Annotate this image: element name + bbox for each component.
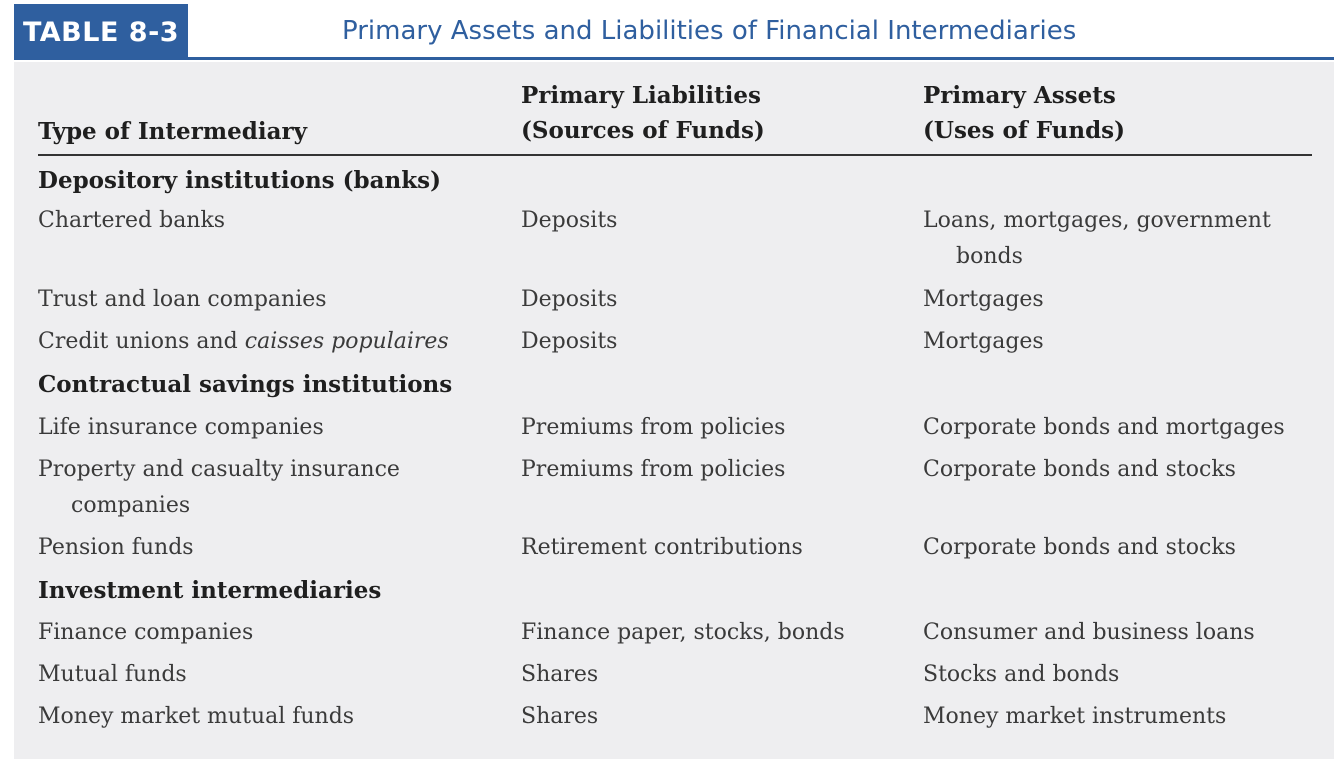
assets-cell-line2: bonds	[956, 244, 1023, 269]
column-header-type: Type of Intermediary	[38, 118, 307, 145]
table-header	[14, 4, 1334, 60]
type-cell-line1: Property and casualty insurance	[38, 457, 400, 482]
column-header-liabilities-line1: Primary Liabilities	[521, 82, 761, 109]
liabilities-cell: Deposits	[521, 208, 618, 233]
liabilities-cell: Retirement contributions	[521, 535, 803, 560]
assets-cell: Money market instruments	[923, 704, 1227, 729]
type-cell: Mutual funds	[38, 662, 187, 687]
assets-cell: Corporate bonds and stocks	[923, 457, 1236, 482]
liabilities-cell: Shares	[521, 704, 599, 729]
type-cell	[38, 324, 449, 360]
assets-cell	[923, 203, 1271, 275]
type-cell-text: Credit unions and	[38, 329, 245, 354]
type-cell: Pension funds	[38, 535, 194, 560]
assets-cell-line1: Loans, mortgages, government	[923, 208, 1271, 233]
assets-cell: Corporate bonds and stocks	[923, 535, 1236, 560]
header-divider	[38, 154, 1312, 156]
assets-cell: Consumer and business loans	[923, 620, 1255, 645]
assets-cell: Corporate bonds and mortgages	[923, 415, 1285, 440]
table-title: Primary Assets and Liabilities of Financial Intermediaries	[342, 16, 1077, 46]
table-number-tag: TABLE 8-3	[14, 4, 188, 60]
assets-cell: Mortgages	[923, 287, 1044, 312]
section-heading: Depository institutions (banks)	[38, 167, 441, 194]
type-cell-line2: companies	[71, 493, 191, 518]
column-header-liabilities-line2: (Sources of Funds)	[521, 117, 765, 144]
header-rule	[188, 57, 1334, 60]
type-cell-italic: caisses populaires	[244, 329, 449, 354]
section-heading: Contractual savings institutions	[38, 371, 453, 398]
column-header-assets-line2: (Uses of Funds)	[923, 117, 1126, 144]
type-cell: Trust and loan companies	[38, 287, 327, 312]
type-cell: Money market mutual funds	[38, 704, 355, 729]
liabilities-cell: Deposits	[521, 287, 618, 312]
type-cell: Life insurance companies	[38, 415, 324, 440]
column-header-assets-line1: Primary Assets	[923, 82, 1116, 109]
assets-cell: Stocks and bonds	[923, 662, 1120, 687]
type-cell: Finance companies	[38, 620, 254, 645]
assets-cell: Mortgages	[923, 329, 1044, 354]
liabilities-cell: Deposits	[521, 329, 618, 354]
liabilities-cell: Shares	[521, 662, 599, 687]
section-heading: Investment intermediaries	[38, 577, 382, 604]
type-cell: Chartered banks	[38, 208, 226, 233]
liabilities-cell: Premiums from policies	[521, 457, 786, 482]
liabilities-cell: Premiums from policies	[521, 415, 786, 440]
liabilities-cell: Finance paper, stocks, bonds	[521, 620, 845, 645]
type-cell	[38, 452, 400, 524]
